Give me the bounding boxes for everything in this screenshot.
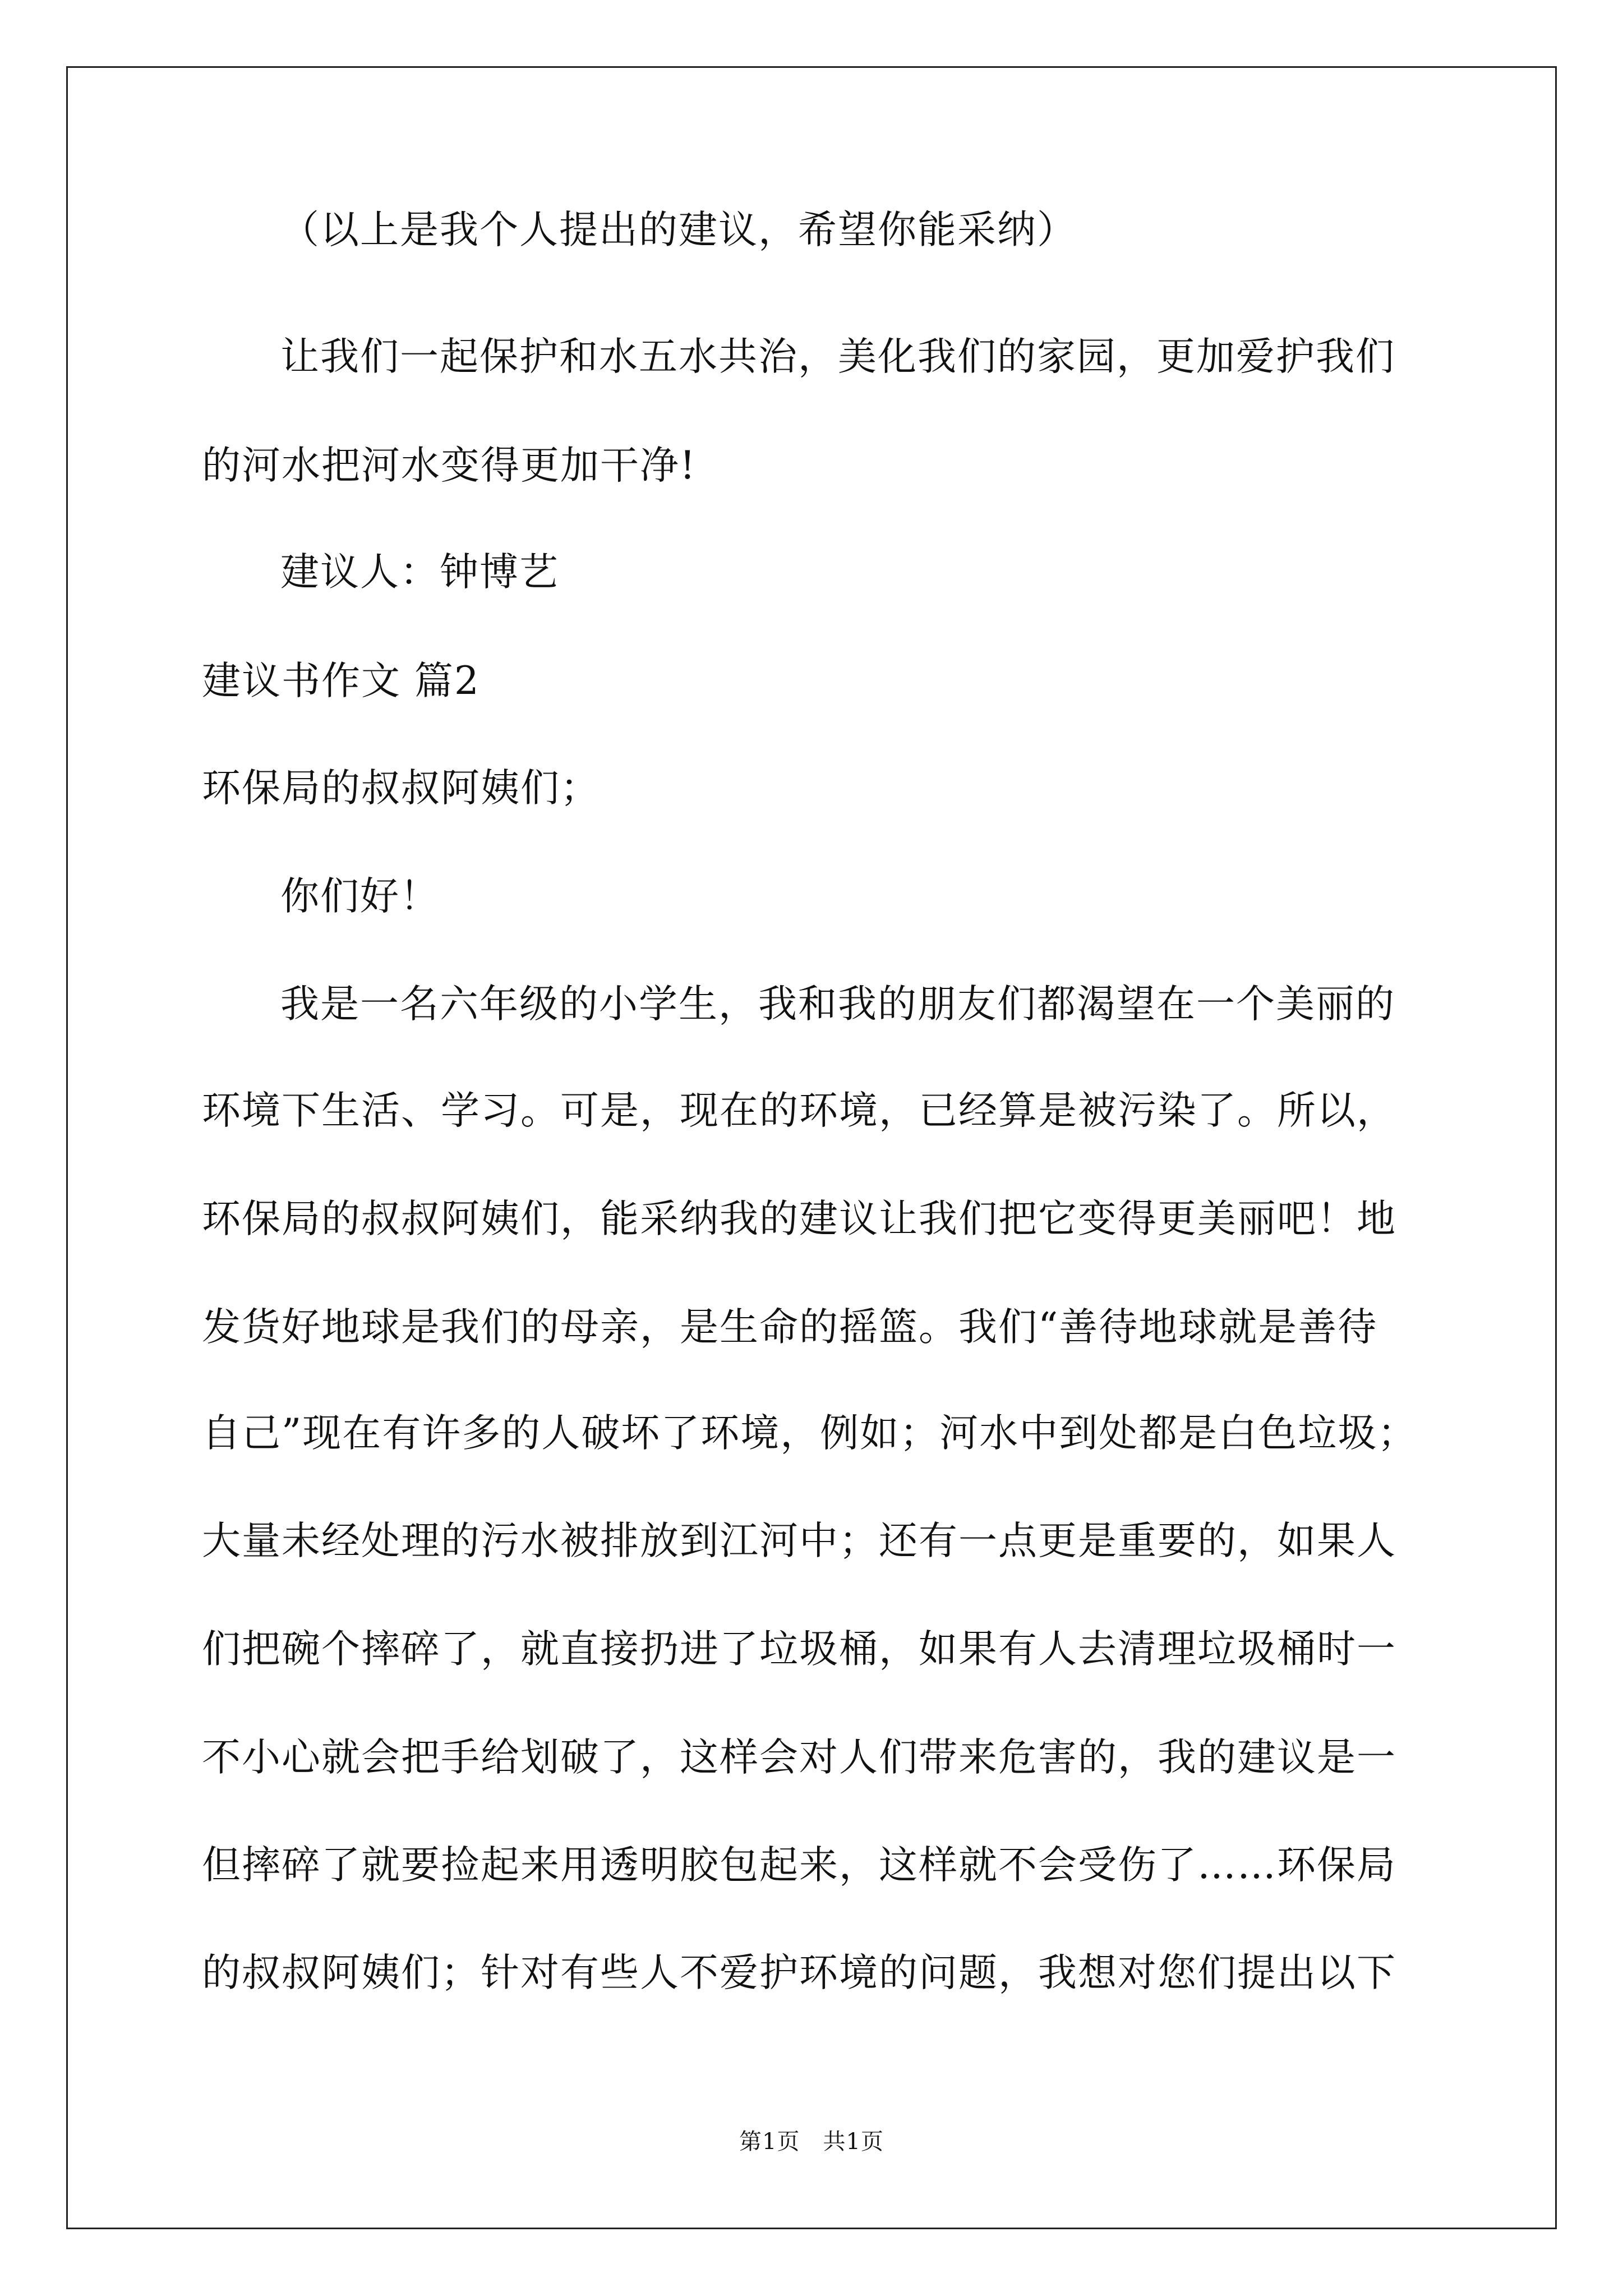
text-line: 建议人：钟博艺 — [280, 550, 559, 595]
text-line: 环保局的叔叔阿姨们，能采纳我的建议让我们把它变得更美丽吧！地 — [202, 1197, 1396, 1241]
text-line: 的叔叔阿姨们；针对有些人不爱护环境的问题，我想对您们提出以下 — [202, 1950, 1396, 1995]
text-line: 自己”现在有许多的人破坏了环境，例如；河水中到处都是白色垃圾； — [202, 1411, 1418, 1456]
text-line: 我是一名六年级的小学生，我和我的朋友们都渴望在一个美丽的 — [280, 982, 1395, 1027]
text-line: （以上是我个人提出的建议，希望你能采纳） — [280, 208, 1077, 252]
text-line: 的河水把河水变得更加干净! — [202, 443, 697, 488]
page-border — [66, 66, 1557, 2229]
text-line: 你们好！ — [280, 874, 440, 919]
text-line: 们把碗个摔碎了，就直接扔进了垃圾桶，如果有人去清理垃圾桶时一 — [202, 1627, 1396, 1672]
text-line: 让我们一起保护和水五水共治，美化我们的家园，更加爱护我们 — [280, 334, 1395, 379]
text-line: 不小心就会把手给划破了，这样会对人们带来危害的，我的建议是一 — [202, 1735, 1396, 1780]
text-line: 环保局的叔叔阿姨们； — [202, 766, 600, 811]
text-line: 环境下生活、学习。可是，现在的环境，已经算是被污染了。所以， — [202, 1088, 1396, 1133]
page-number: 第1页 共1页 — [739, 2129, 884, 2155]
section-heading: 建议书作文 篇2 — [202, 659, 480, 703]
text-line: 大量未经处理的污水被排放到江河中；还有一点更是重要的，如果人 — [202, 1519, 1396, 1563]
text-line: 但摔碎了就要捡起来用透明胶包起来，这样就不会受伤了……环保局 — [202, 1843, 1396, 1888]
text-line: 发货好地球是我们的母亲，是生命的摇篮。我们“善待地球就是善待 — [202, 1305, 1378, 1350]
